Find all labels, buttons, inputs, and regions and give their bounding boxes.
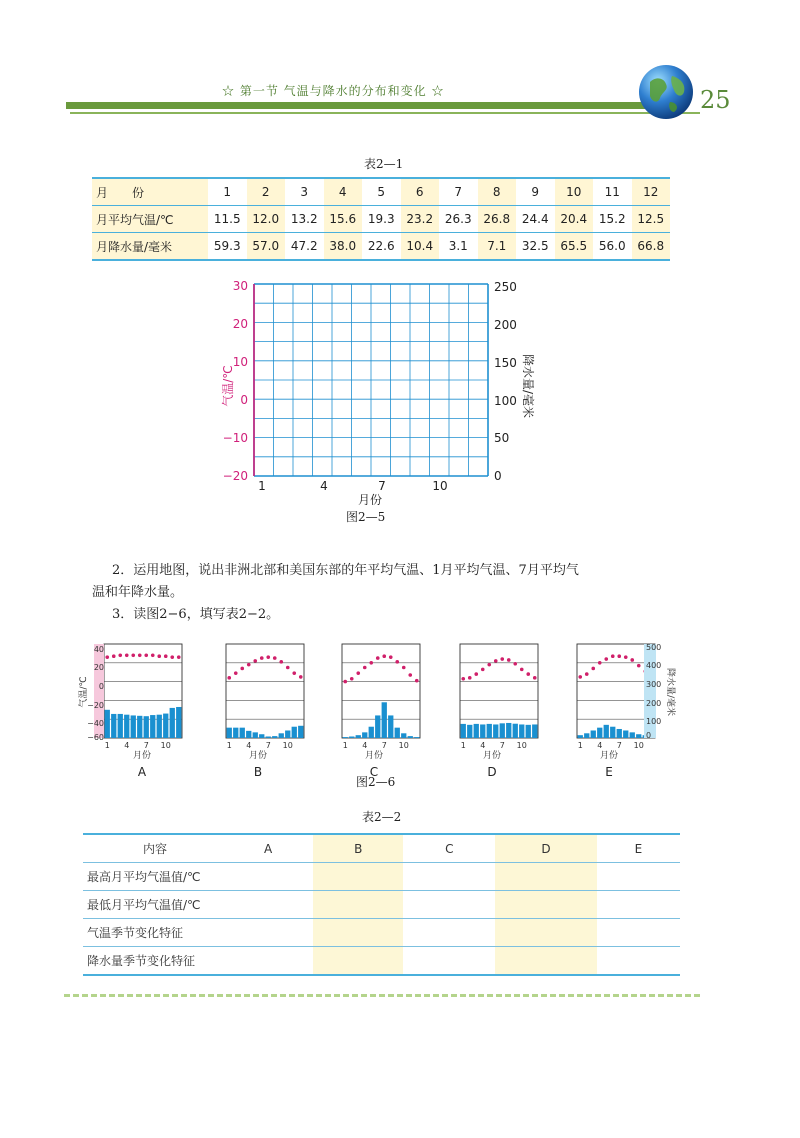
header-rule (70, 112, 700, 114)
temperature-point (356, 671, 360, 675)
precipitation-bar (144, 716, 149, 738)
temperature-point (164, 654, 168, 658)
precipitation-bar (227, 728, 232, 738)
month-cell: 4 (324, 178, 363, 206)
x-tick: 10 (160, 741, 171, 750)
temperature-point (343, 680, 347, 684)
answer-cell[interactable] (313, 947, 403, 976)
answer-cell[interactable] (313, 919, 403, 947)
temperature-point (598, 661, 602, 665)
table-row (92, 233, 670, 261)
row-label: 月 份 (92, 178, 208, 206)
temperature-point (630, 658, 634, 662)
precipitation-bar (532, 724, 537, 738)
precipitation-bar (240, 728, 245, 738)
precip-cell: 57.0 (247, 233, 286, 261)
footer-dashed-rule (64, 994, 700, 997)
y-tick: −20 (87, 701, 104, 710)
precipitation-bar (285, 730, 290, 738)
precipitation-bar (292, 727, 297, 738)
temperature-point (151, 653, 155, 657)
precipitation-bar (170, 708, 175, 738)
temperature-point (253, 659, 257, 663)
precip-cell: 7.1 (478, 233, 517, 261)
precipitation-bar (150, 715, 155, 738)
precipitation-bar (630, 732, 635, 738)
answer-cell[interactable] (597, 919, 680, 947)
precipitation-bar (597, 728, 602, 738)
precipitation-bar (176, 707, 181, 738)
y-tick: 20 (93, 663, 104, 672)
precipitation-bar (623, 730, 628, 738)
answer-cell[interactable] (495, 947, 596, 976)
temperature-point (461, 677, 465, 681)
temperature-point (240, 667, 244, 671)
left-tick: 20 (232, 317, 248, 331)
precipitation-bar (259, 734, 264, 738)
precipitation-bar (461, 724, 466, 738)
temp-cell: 26.3 (439, 206, 478, 233)
x-tick: 10 (398, 741, 409, 750)
y-tick: −40 (87, 719, 104, 728)
temperature-point (500, 657, 504, 661)
row-label: 月降水量/毫米 (92, 233, 208, 261)
temperature-point (299, 675, 303, 679)
x-tick: 1 (460, 741, 466, 750)
temperature-point (494, 659, 498, 663)
x-axis-title: 月份 (364, 751, 384, 761)
x-tick: 4 (246, 741, 252, 750)
answer-cell[interactable] (495, 891, 596, 919)
precipitation-bar (382, 702, 387, 738)
temp-cell: 20.4 (555, 206, 594, 233)
month-cell: 8 (478, 178, 517, 206)
temp-cell: 23.2 (401, 206, 440, 233)
month-cell: 1 (208, 178, 247, 206)
temp-cell: 26.8 (478, 206, 517, 233)
section-header-title: ☆ 第一节 气温与降水的分布和变化 ☆ (222, 84, 445, 98)
column-header: D (495, 834, 596, 863)
row-label: 月平均气温/℃ (92, 206, 208, 233)
chart-marks (104, 644, 655, 750)
column-header: 内容 (83, 834, 223, 863)
answer-cell[interactable] (223, 863, 313, 891)
precipitation-bar (388, 715, 393, 738)
temperature-point (112, 654, 116, 658)
right-tick: 250 (494, 280, 517, 294)
y-tick: −60 (87, 733, 104, 742)
temperature-point (118, 653, 122, 657)
x-axis-title: 月份 (482, 751, 502, 761)
precipitation-bar (343, 737, 348, 738)
precipitation-bar (124, 715, 129, 738)
right-tick: 50 (494, 431, 510, 445)
left-tick: 10 (232, 355, 248, 369)
temperature-point (474, 672, 478, 676)
x-tick: 1 (226, 741, 232, 750)
precipitation-bar (279, 733, 284, 738)
precipitation-bar (375, 715, 380, 738)
precipitation-bar (272, 736, 277, 738)
y2-tick: 0 (646, 731, 652, 740)
answer-cell[interactable] (403, 891, 495, 919)
month-cell: 12 (632, 178, 671, 206)
temperature-point (468, 676, 472, 680)
precipitation-bar (636, 734, 641, 738)
answer-cell[interactable] (403, 947, 495, 976)
monthly-climate-table (92, 177, 670, 261)
answer-cell[interactable] (223, 919, 313, 947)
answer-cell[interactable] (597, 947, 680, 976)
left-tick: 0 (240, 393, 248, 407)
answer-cell[interactable] (403, 863, 495, 891)
chart-title: D (487, 765, 497, 779)
chart-frame (342, 644, 420, 738)
precipitation-bar (105, 710, 110, 738)
month-cell: 11 (593, 178, 632, 206)
temperature-point (526, 672, 530, 676)
precipitation-bar (604, 725, 609, 738)
precipitation-bar (519, 724, 524, 738)
precip-cell: 3.1 (439, 233, 478, 261)
temperature-point (138, 653, 142, 657)
x-tick: 10 (516, 741, 527, 750)
table-row (83, 947, 680, 976)
globe-icon (636, 62, 696, 122)
row-label: 最低月平均气温值/℃ (83, 891, 223, 919)
precipitation-bar (163, 714, 168, 738)
temperature-point (395, 660, 399, 664)
temp-cell: 19.3 (362, 206, 401, 233)
left-tick: −20 (222, 469, 248, 483)
answer-cell[interactable] (313, 891, 403, 919)
table-row (83, 891, 680, 919)
fill-in-table (83, 833, 680, 976)
right-axis-title: 降水量/毫米 (521, 353, 535, 419)
month-cell: 5 (362, 178, 401, 206)
temperature-point (487, 663, 491, 667)
question-3: 3．读图2−6，填写表2−2。 (112, 607, 280, 622)
temperature-point (481, 668, 485, 672)
temp-cell: 11.5 (208, 206, 247, 233)
month-cell: 10 (555, 178, 594, 206)
x-axis-title: 月份 (248, 751, 268, 761)
temperature-point (415, 679, 419, 683)
temperature-point (131, 653, 135, 657)
x-tick: 10 (282, 741, 293, 750)
temperature-point (585, 672, 589, 676)
y-tick: 0 (98, 682, 104, 691)
y-axis-title: 气温/℃ (79, 676, 89, 708)
precip-cell: 10.4 (401, 233, 440, 261)
x-tick: 10 (432, 479, 448, 493)
chart-title: C (369, 765, 379, 779)
precipitation-bar (493, 724, 498, 738)
figure-caption: 图2—6 (356, 775, 396, 789)
month-cell: 6 (401, 178, 440, 206)
temperature-point (369, 661, 373, 665)
precipitation-bar (513, 724, 518, 738)
y2-tick: 500 (646, 643, 662, 652)
precipitation-bar (591, 730, 596, 738)
precipitation-bar (401, 733, 406, 738)
precipitation-bar (526, 725, 531, 738)
x-tick: 10 (633, 741, 644, 750)
temperature-point (177, 655, 181, 659)
precipitation-bar (111, 714, 116, 738)
x-tick: 1 (577, 741, 583, 750)
table-row (83, 919, 680, 947)
y2-axis-title: 降水量/毫米 (665, 667, 675, 717)
temperature-point (286, 666, 290, 670)
precipitation-bar (369, 727, 374, 738)
temperature-point (105, 655, 109, 659)
table-row (92, 178, 670, 206)
chart-frame (460, 644, 538, 738)
column-header: E (597, 834, 680, 863)
precipitation-bar (356, 735, 361, 738)
temp-cell: 15.6 (324, 206, 363, 233)
left-tick: −10 (222, 431, 248, 445)
x-tick: 4 (124, 741, 130, 750)
x-tick: 4 (597, 741, 603, 750)
right-tick: 0 (494, 469, 502, 483)
y-tick: 40 (93, 645, 104, 654)
precipitation-bar (266, 736, 271, 738)
temp-cell: 15.2 (593, 206, 632, 233)
row-label: 降水量季节变化特征 (83, 947, 223, 976)
precipitation-bar (298, 726, 303, 738)
row-label: 气温季节变化特征 (83, 919, 223, 947)
question-2-line2: 温和年降水量。 (92, 585, 184, 600)
precipitation-bar (395, 728, 400, 738)
chart-title: A (137, 765, 147, 779)
y2-tick: 400 (646, 661, 662, 670)
x-tick: 7 (265, 741, 271, 750)
answer-cell[interactable] (403, 919, 495, 947)
table-row (83, 863, 680, 891)
precipitation-bar (610, 727, 615, 738)
left-tick: 30 (232, 279, 248, 293)
page-number: 25 (700, 86, 731, 114)
precipitation-bar (584, 733, 589, 738)
x-tick: 7 (381, 741, 387, 750)
temperature-point (273, 656, 277, 660)
precipitation-bar (480, 724, 485, 738)
chart-title: B (253, 765, 263, 779)
right-tick: 100 (494, 394, 517, 408)
x-tick: 4 (480, 741, 486, 750)
x-tick: 7 (616, 741, 622, 750)
temperature-point (507, 658, 511, 662)
precipitation-bar (246, 731, 251, 738)
temperature-point (382, 654, 386, 658)
column-header: A (223, 834, 313, 863)
x-tick: 7 (378, 479, 386, 493)
x-axis-title: 月份 (357, 493, 383, 507)
temperature-point (376, 656, 380, 660)
table-row (92, 206, 670, 233)
temp-cell: 12.0 (247, 206, 286, 233)
precipitation-bar (253, 732, 258, 738)
temperature-point (234, 671, 238, 675)
left-axis-title: 气温/℃ (221, 365, 235, 407)
figure-caption: 图2—5 (346, 510, 386, 524)
precipitation-bar (137, 716, 142, 738)
x-tick: 7 (143, 741, 149, 750)
precip-cell: 22.6 (362, 233, 401, 261)
right-tick: 150 (494, 356, 517, 370)
temperature-point (292, 671, 296, 675)
precip-cell: 59.3 (208, 233, 247, 261)
precip-cell: 32.5 (516, 233, 555, 261)
right-axis-ticks (494, 280, 517, 483)
grid-lines (254, 284, 488, 476)
x-tick: 4 (320, 479, 328, 493)
month-cell: 7 (439, 178, 478, 206)
x-tick: 1 (104, 741, 110, 750)
chart-frame (226, 644, 304, 738)
table-header-row (83, 834, 680, 863)
precipitation-bar (474, 724, 479, 738)
temperature-point (389, 655, 393, 659)
temperature-point (170, 655, 174, 659)
temperature-point (617, 654, 621, 658)
precipitation-bar (500, 723, 505, 738)
temperature-point (247, 663, 251, 667)
x-tick: 4 (362, 741, 368, 750)
precip-cell: 66.8 (632, 233, 671, 261)
precipitation-bar (131, 715, 136, 738)
temperature-point (144, 653, 148, 657)
answer-cell[interactable] (223, 947, 313, 976)
right-tick: 200 (494, 318, 517, 332)
precipitation-bar (157, 715, 162, 738)
question-2-line1: 2．运用地图，说出非洲北部和美国东部的年平均气温、1月平均气温、7月平均气 (112, 563, 579, 578)
precip-cell: 65.5 (555, 233, 594, 261)
climate-charts-figure (76, 640, 676, 780)
temperature-point (513, 662, 517, 666)
month-cell: 9 (516, 178, 555, 206)
x-axis-title: 月份 (132, 751, 152, 761)
temperature-point (157, 654, 161, 658)
temperature-point (266, 655, 270, 659)
precipitation-bar (467, 725, 472, 738)
temp-cell: 24.4 (516, 206, 555, 233)
temperature-point (637, 664, 641, 668)
temperature-point (611, 654, 615, 658)
x-tick: 1 (342, 741, 348, 750)
y2-tick: 100 (646, 717, 662, 726)
answer-cell[interactable] (597, 891, 680, 919)
x-tick: 7 (499, 741, 505, 750)
blank-climate-grid (200, 276, 540, 512)
temperature-point (591, 667, 595, 671)
y2-tick: 300 (646, 680, 662, 689)
temperature-point (260, 656, 264, 660)
precipitation-bar (414, 737, 419, 738)
month-cell: 3 (285, 178, 324, 206)
column-header: B (313, 834, 403, 863)
precipitation-bar (617, 729, 622, 738)
precipitation-bar (233, 728, 238, 738)
temperature-point (279, 660, 283, 664)
precipitation-bar (349, 736, 354, 738)
precip-cell: 47.2 (285, 233, 324, 261)
temperature-point (350, 677, 354, 681)
precipitation-bar (408, 736, 413, 738)
answer-cell[interactable] (495, 919, 596, 947)
temperature-point (363, 666, 367, 670)
y2-tick: 200 (646, 699, 662, 708)
x-tick: 1 (258, 479, 266, 493)
table-caption: 表2—2 (362, 810, 402, 824)
x-axis-title: 月份 (599, 751, 619, 761)
answer-cell[interactable] (495, 863, 596, 891)
precip-cell: 56.0 (593, 233, 632, 261)
month-cell: 2 (247, 178, 286, 206)
answer-cell[interactable] (223, 891, 313, 919)
chart-title: E (605, 765, 613, 779)
temp-cell: 12.5 (632, 206, 671, 233)
header-bar (66, 102, 654, 109)
precipitation-bar (118, 714, 123, 738)
precipitation-bar (487, 724, 492, 738)
answer-cell[interactable] (597, 863, 680, 891)
temperature-point (578, 675, 582, 679)
temperature-point (533, 676, 537, 680)
precip-cell: 38.0 (324, 233, 363, 261)
temperature-point (402, 666, 406, 670)
answer-cell[interactable] (313, 863, 403, 891)
temperature-point (227, 676, 231, 680)
column-header: C (403, 834, 495, 863)
temperature-point (408, 673, 412, 677)
temperature-point (624, 655, 628, 659)
temperature-point (520, 668, 524, 672)
precipitation-bar (578, 735, 583, 738)
table-caption: 表2—1 (364, 157, 404, 171)
chart-frame (577, 644, 655, 738)
row-label: 最高月平均气温值/℃ (83, 863, 223, 891)
temp-cell: 13.2 (285, 206, 324, 233)
precipitation-bar (362, 732, 367, 738)
temperature-point (125, 653, 129, 657)
temperature-point (604, 657, 608, 661)
precipitation-bar (506, 723, 511, 738)
